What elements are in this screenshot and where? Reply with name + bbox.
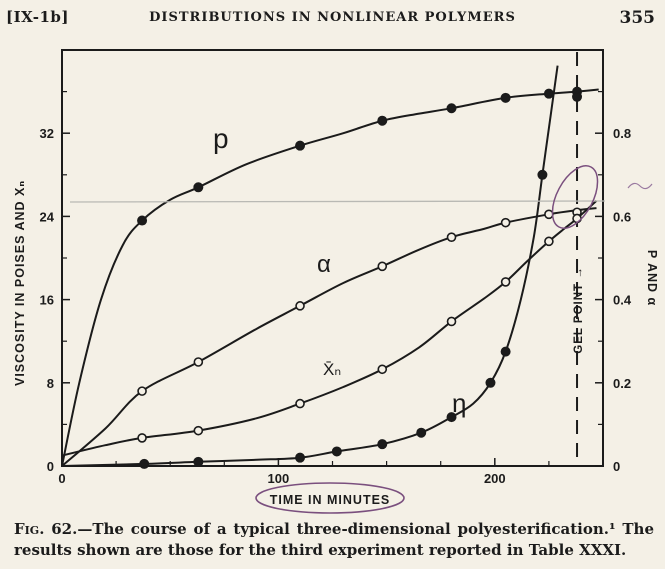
section-label: [IX-1b] — [6, 8, 69, 26]
y-right-tick-label: 0.2 — [613, 375, 632, 391]
y-right-tick-label: 0.4 — [613, 292, 632, 308]
y-left-tick-label: 8 — [46, 375, 54, 391]
series-label-eta: η — [452, 388, 467, 418]
x-axis-label: TIME IN MINUTES — [269, 493, 391, 507]
data-point-xn — [194, 427, 202, 435]
figure-caption — [14, 519, 654, 561]
gel-point-label: GEL POINT → — [573, 266, 585, 354]
x-tick-label: 200 — [483, 471, 506, 486]
data-point-eta — [378, 440, 386, 448]
y-right-tick-label: 0 — [613, 459, 621, 474]
series-label-xn: X̄ₙ — [323, 360, 342, 379]
data-point-xn — [378, 365, 386, 373]
data-point-alpha — [378, 262, 386, 270]
pen-ellipse-mark — [543, 159, 607, 236]
data-point-xn — [448, 317, 456, 325]
series-line-eta — [62, 66, 558, 466]
data-point-p — [194, 183, 202, 191]
data-point-p — [447, 104, 455, 112]
pencil-guide-line — [70, 201, 605, 202]
y-left-tick-label: 24 — [39, 209, 54, 225]
caption-text: —The course of a typical three-dimensional polyesterification.¹ The results shown are those for the third experiment reported in Table XXXI. — [14, 520, 654, 559]
y-left-tick-label: 0 — [46, 459, 54, 474]
data-point-eta — [486, 379, 494, 387]
y-right-tick-label: 0.8 — [613, 126, 632, 142]
data-point-xn — [502, 278, 510, 286]
y-right-tick-label: 0.6 — [613, 209, 632, 225]
data-point-eta — [333, 447, 341, 455]
running-title: DISTRIBUTIONS IN NONLINEAR POLYMERS — [149, 10, 516, 25]
page-number: 355 — [619, 8, 655, 28]
data-point-alpha — [545, 210, 553, 218]
data-point-p — [501, 94, 509, 102]
data-point-eta — [296, 453, 304, 461]
data-point-alpha — [448, 233, 456, 241]
y-left-tick-label: 16 — [39, 292, 54, 308]
data-point-alpha — [502, 219, 510, 227]
series-line-xn — [62, 201, 597, 456]
data-point-p — [296, 141, 304, 149]
data-point-eta — [417, 429, 425, 437]
data-point-p — [138, 216, 146, 224]
x-tick-label: 0 — [58, 471, 66, 486]
series-label-alpha: α — [317, 251, 331, 278]
data-point-xn — [138, 434, 146, 442]
series-label-p: p — [213, 123, 229, 154]
data-point-eta — [140, 460, 148, 468]
series-line-alpha — [62, 208, 597, 466]
data-point-alpha — [194, 358, 202, 366]
x-tick-label: 100 — [267, 471, 290, 486]
data-point-xn — [545, 237, 553, 245]
plot-frame — [62, 50, 603, 466]
data-point-eta — [538, 171, 546, 179]
data-point-p — [545, 89, 553, 97]
data-point-eta — [573, 93, 581, 101]
data-point-p — [378, 117, 386, 125]
pen-tilde-mark — [628, 183, 652, 188]
left-axis-label: VISCOSITY IN POISES AND Xₙ — [13, 179, 27, 387]
data-point-alpha — [138, 387, 146, 395]
y-left-tick-label: 32 — [39, 126, 54, 142]
data-point-eta — [501, 347, 509, 355]
data-point-xn — [296, 400, 304, 408]
data-point-alpha — [296, 302, 304, 310]
caption-lead: Fig. 62. — [14, 520, 78, 538]
data-point-eta — [194, 458, 202, 466]
right-axis-label: P AND α — [645, 249, 659, 307]
